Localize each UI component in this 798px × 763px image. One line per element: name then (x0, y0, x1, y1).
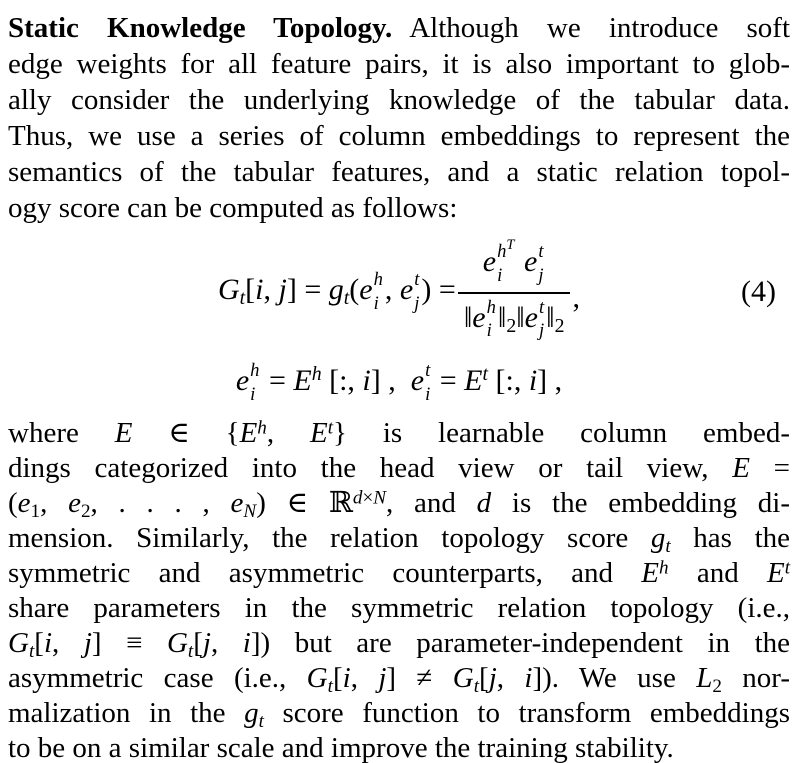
fraction (458, 237, 571, 342)
paragraph-explanation (8, 416, 790, 763)
text-line: Static Knowledge Topology. Although we introduce soft (8, 12, 791, 44)
text-line: asymmetric case (i.e., $G_t[i$, $j] \ne G_t[j$, i]). We use $L_2$ nor- (8, 662, 791, 698)
text-line: semantics of the tabular features, and a static relation topol- (8, 156, 790, 188)
text-line: symmetric and asymmetric counterparts, and $E^h$ and $E^t$ (8, 557, 791, 590)
text-line: to be on a similar scale and improve the training stability. (8, 732, 674, 763)
text-line: where E ∈ {$E^h$, $E^t$} is learnable column embed- (8, 417, 790, 450)
fraction-denominator: ‖e h i $‖_2‖e$ t j $‖_2$ (458, 292, 571, 341)
text-line: malization in the $g_t$ score function to transform embeddings (8, 697, 790, 733)
text-line: Thus, we use a series of column embeddings to represent the (8, 120, 790, 152)
equation-trailing-comma: , (572, 280, 580, 314)
text-line: ally consider the underlying knowledge of the tabular data. (8, 84, 790, 116)
equation-definitions: e h i = $E^h$ [:, i] , e t i = $E^t$ [:, i] , (235, 359, 563, 405)
equation-main (218, 237, 580, 342)
text-line: edge weights for all feature pairs, it is also important to glob- (8, 48, 790, 80)
paragraph-intro (8, 10, 790, 226)
equation-row (8, 236, 790, 348)
fraction-numerator: e $h^T$ i e t j (482, 237, 544, 286)
text-line: dings categorized into the head view or tail view, E = (8, 452, 790, 485)
display-equation (8, 236, 790, 404)
text-line: $G_t[i$, $j] \equiv G_t[j$, i]) but are parameter-independent in the (8, 627, 791, 663)
text-line: ogy score can be computed as follows: (8, 192, 458, 224)
text-line: mension. Similarly, the relation topology score $g_t$ has the (8, 522, 790, 558)
text-line: share parameters in the symmetric relation topology (i.e., (8, 592, 790, 625)
equation-number: (4) (741, 275, 776, 308)
equation-lhs: $G_t[i$, $j] = g_t(e$ h i , e t j ) = (218, 268, 456, 314)
text-line: ($e_1$, $e_2$, . . . , $e_N$) ∈ ℝ$^{d\times N}$, and d is the embedding di- (8, 487, 791, 523)
